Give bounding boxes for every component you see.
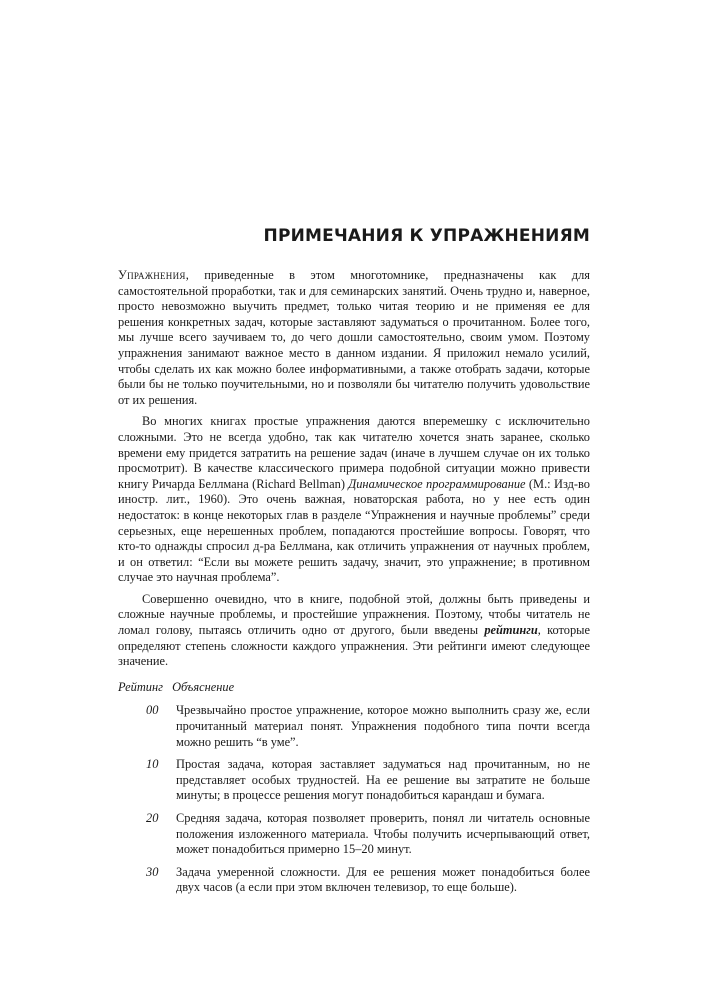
paragraph-bellman bbox=[118, 414, 590, 586]
rating-explanation: Средняя задача, которая позволяет проверить, понял ли читатель основные положения изложенного материала. Чтобы получить исчерпывающий ответ, может понадобиться примерно 15–20 минут. bbox=[176, 811, 590, 857]
rating-row bbox=[118, 757, 590, 804]
paragraph-intro-text: , приведенные в этом многотомнике, предназначены как для самостоятельной проработки, так и для семинарских занятий. Очень трудно и, наверное, просто невозможно выучить предмет, только читая теорию и не применяя ее для решения конкретных задач, которые заставляют задуматься о прочитанном. Более того, мы лучше всего заучиваем то, до чего дошли самостоятельно, своим умом. Поэтому упражнения занимают важное место в данном издании. Я приложил немало усилий, чтобы сделать их как можно более информативными, а также отобрать задачи, которые были бы не только поучительными, но и позволяли бы читателю получить удовольствие от их решения. bbox=[118, 268, 590, 407]
ratings-col-rating: Рейтинг bbox=[118, 679, 163, 694]
rating-explanation: Простая задача, которая заставляет задуматься над прочитанным, но не представляет особых трудностей. На ее решение вы затратите не больше минуты; в процессе решения могут понадобиться карандаш и бумага. bbox=[176, 757, 590, 803]
rating-explanation: Задача умеренной сложности. Для ее решения может понадобиться более двух часов (а если при этом включен телевизор, то еще больше). bbox=[176, 864, 590, 895]
lead-word: Упражнения bbox=[118, 268, 186, 282]
rating-code: 00 bbox=[146, 703, 159, 718]
rating-code: 20 bbox=[146, 811, 159, 825]
paragraph-intro bbox=[118, 268, 590, 408]
rating-row bbox=[118, 865, 590, 896]
paragraph-ratings-text-2: , которые определяют степень сложности каждого упражнения. Эти рейтинги имеют следующее значение. bbox=[118, 623, 590, 669]
rating-code: 30 bbox=[146, 864, 159, 879]
paragraph-bellman-text-2: (М.: Изд-во иностр. лит., 1960). Это очень важная, новаторская работа, но у нее есть один недостаток: в конце некоторых глав в разделе “Упражнения и научные проблемы” среди серьезных, еще нерешенных проблем, попадаются простейшие вопросы. Говорят, что кто-то однажды спросил д-ра Беллмана, как отличить упражнения от научных проблем, и он ответил: “Если вы можете решить задачу, значит, это упражнение; в противном случае это научная проблема”. bbox=[118, 476, 591, 585]
rating-row bbox=[118, 811, 590, 858]
book-title: Динамическое программирование bbox=[348, 476, 526, 491]
paragraph-bellman-text-1: Во многих книгах простые упражнения даются вперемешку с исключительно сложными. Это не всегда удобно, так как читателю хочется знать заранее, сколько времени ему придется затратить на решение задач (иначе в лучшем случае он их только просмотрит). В качестве классического примера подобной ситуации можно привести книгу Ричарда Беллмана (Richard Bellman) bbox=[118, 414, 590, 491]
ratings-table-header bbox=[118, 680, 590, 696]
rating-explanation: Чрезвычайно простое упражнение, которое можно выполнить сразу же, если прочитанный материал понят. Упражнения подобного типа почти всегда можно решить “в уме”. bbox=[176, 703, 590, 749]
paragraph-ratings-intro bbox=[118, 592, 590, 670]
rating-row bbox=[118, 703, 590, 750]
chapter-heading: ПРИМЕЧАНИЯ К УПРАЖНЕНИЯМ bbox=[263, 226, 590, 246]
ratings-col-explanation: Объяснение bbox=[172, 679, 235, 694]
rating-code: 10 bbox=[146, 757, 159, 772]
ratings-term: рейтинги bbox=[484, 623, 538, 638]
page-body bbox=[118, 268, 590, 903]
paragraph-ratings-text-1: Совершенно очевидно, что в книге, подобной этой, должны быть приведены и сложные научные проблемы, и простейшие упражнения. Поэтому, чтобы читатель не ломал голову, пытаясь отличить одно от другого, были введены bbox=[118, 591, 590, 638]
